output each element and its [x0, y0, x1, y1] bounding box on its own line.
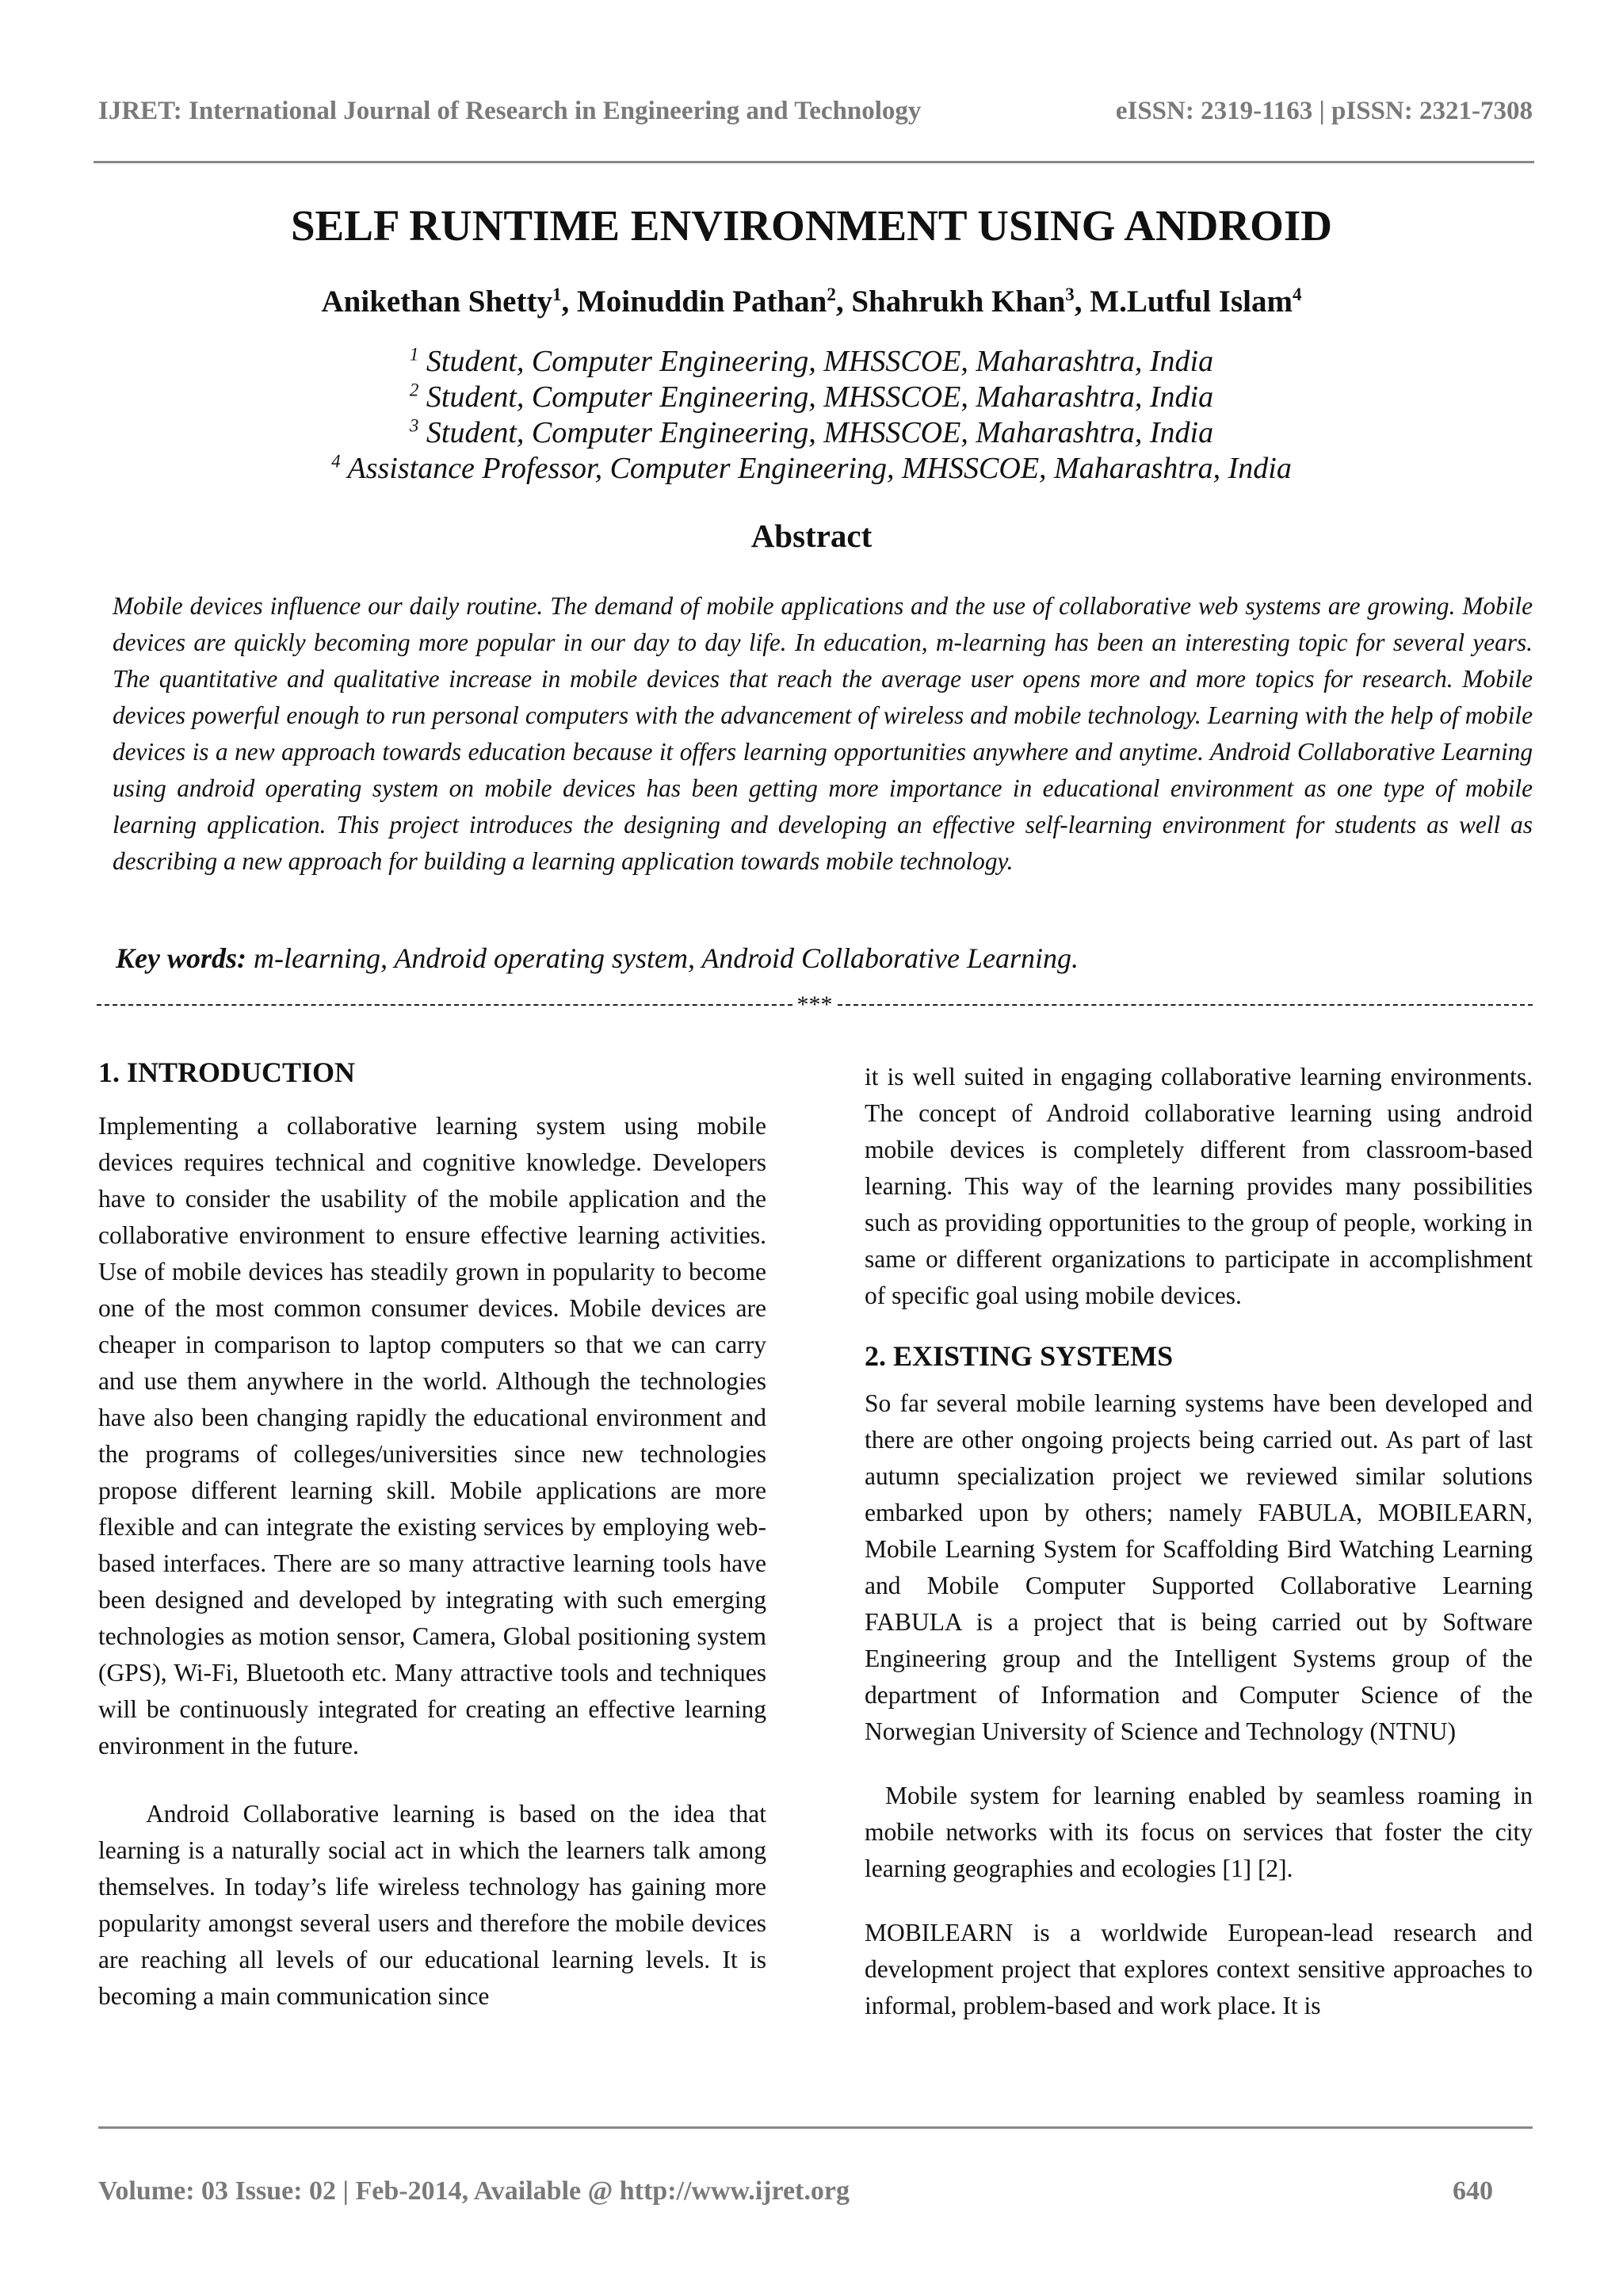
author-name: Shahrukh Khan [851, 285, 1066, 319]
existing-paragraph-3: MOBILEARN is a worldwide European-lead research and development project that explores context sensitive approaches to informal, problem-based and work place. It is [865, 1919, 1533, 2019]
section-heading-introduction: 1. INTRODUCTION [98, 1056, 356, 1088]
section-divider [97, 991, 1533, 1019]
paper-title: SELF RUNTIME ENVIRONMENT USING ANDROID [290, 201, 1333, 250]
issn-numbers: eISSN: 2319-1163 | pISSN: 2321-7308 [1115, 97, 1533, 125]
section-heading-existing-systems: 2. EXISTING SYSTEMS [865, 1340, 1174, 1372]
affiliation-list [0, 344, 1623, 487]
page-number: 640 [1453, 2176, 1493, 2206]
author-name: Moinuddin Pathan [576, 285, 827, 319]
affiliation: $^2$ Student, Computer Engineering, MHSSCOE, Maharashtra, India [409, 380, 1214, 414]
divider-dash-left [97, 1004, 792, 1006]
divider-marker: *** [796, 991, 833, 1018]
running-header [98, 97, 1533, 126]
existing-paragraph-1: So far several mobile learning systems have been developed and there are other ongoing projects being carried out. As part of last autumn specialization project we reviewed similar solutions embarked upon by others; namely FABULA, MOBILEARN, Mobile Learning System for Scaffolding Bird Watching Learning and Mobile Computer Supported Collaborative Learning FABULA is a project that is being carried out by Software Engineering group and the Intelligent Systems group of the department of Information and Computer Science of the Norwegian University of Science and Technology (NTNU) [865, 1389, 1533, 1745]
affiliation: $^3$ Student, Computer Engineering, MHSSCOE, Maharashtra, India [409, 415, 1214, 449]
left-column [98, 1054, 766, 2015]
abstract-body: Mobile devices influence our daily routine. The demand of mobile applications and the use of collaborative web systems are growing. Mobile devices are quickly becoming more popular in our day to day life. In education, m-learning has been an interesting topic for several years. The quantitative and qualitative increase in mobile devices that reach the average user opens more and more topics for research. Mobile devices powerful enough to run personal computers with the advancement of wireless and mobile technology. Learning with the help of mobile devices is a new approach towards education because it offers learning opportunities anywhere and anytime. Android Collaborative Learning using android operating system on mobile devices has been getting more importance in educational environment as one type of mobile learning application. This project introduces the designing and developing an effective self-learning environment for students as well as describing a new approach for building a learning application towards mobile technology. [113, 592, 1533, 875]
author-list: Anikethan Shetty$^1$, Moinuddin Pathan$^2$, Shahrukh Khan$^3$, M.Lutful Islam$^4$ [321, 285, 1302, 319]
author-mark: 2 [827, 285, 836, 304]
intro-paragraph-3: it is well suited in engaging collaborative learning environments. The concept of Android collaborative learning using android mobile devices is completely different from classroom-based learning. This way of the learning provides many possibilities such as providing opportunities to the group of people, working in same or different organizations to participate in accomplishment of specific goal using mobile devices. [865, 1063, 1533, 1309]
volume-info: Volume: 03 Issue: 02 | Feb-2014, Available @ http://www.ijret.org [98, 2176, 850, 2206]
journal-name: IJRET: International Journal of Research in Engineering and Technology [98, 97, 922, 125]
author-name: Anikethan Shetty [321, 285, 552, 319]
author-name: M.Lutful Islam [1090, 285, 1293, 319]
author-mark: 4 [1292, 285, 1302, 304]
divider-dash-right [838, 1004, 1533, 1006]
keywords-line [116, 942, 1542, 975]
existing-paragraph-2: Mobile system for learning enabled by seamless roaming in mobile networks with its focus on services that foster the city learning geographies and ecologies [1] [2]. [865, 1782, 1533, 1882]
affiliation: $^1$ Student, Computer Engineering, MHSSCOE, Maharashtra, India [409, 344, 1214, 378]
intro-paragraph-2: Android Collaborative learning is based on the idea that learning is a naturally social act in which the learners talk among themselves. In today’s life wireless technology has gaining more popularity amongst several users and therefore the mobile devices are reaching all levels of our educational learning levels. It is becoming a main communication since [98, 1800, 766, 2010]
keywords-label: Key words: [116, 942, 246, 974]
affiliation: $^4$ Assistance Professor, Computer Engineering, MHSSCOE, Maharashtra, India [331, 451, 1292, 485]
keywords-text: m-learning, Android operating system, Android Collaborative Learning. [246, 942, 1079, 974]
running-footer [98, 2176, 1493, 2206]
footer-rule [98, 2126, 1533, 2129]
intro-paragraph-1: Implementing a collaborative learning system using mobile devices requires technical and cognitive knowledge. Developers have to consider the usability of the mobile application and the collaborative environment to ensure effective learning activities. Use of mobile devices has steadily grown in popularity to become one of the most common consumer devices. Mobile devices are cheaper in comparison to laptop computers so that we can carry and use them anywhere in the world. Although the technologies have also been changing rapidly the educational environment and the programs of colleges/universities since new technologies propose different learning skill. Mobile applications are more flexible and can integrate the existing services by employing web-based interfaces. There are so many attractive learning tools have been designed and developed by integrating with such emerging technologies as motion sensor, Camera, Global positioning system (GPS), Wi-Fi, Bluetooth etc. Many attractive tools and techniques will be continuously integrated for creating an effective learning environment in the future. [98, 1112, 766, 1759]
author-mark: 3 [1065, 285, 1075, 304]
header-rule [94, 161, 1534, 163]
author-mark: 1 [552, 285, 562, 304]
abstract-heading: Abstract [750, 518, 873, 554]
right-column [865, 1059, 1533, 2024]
